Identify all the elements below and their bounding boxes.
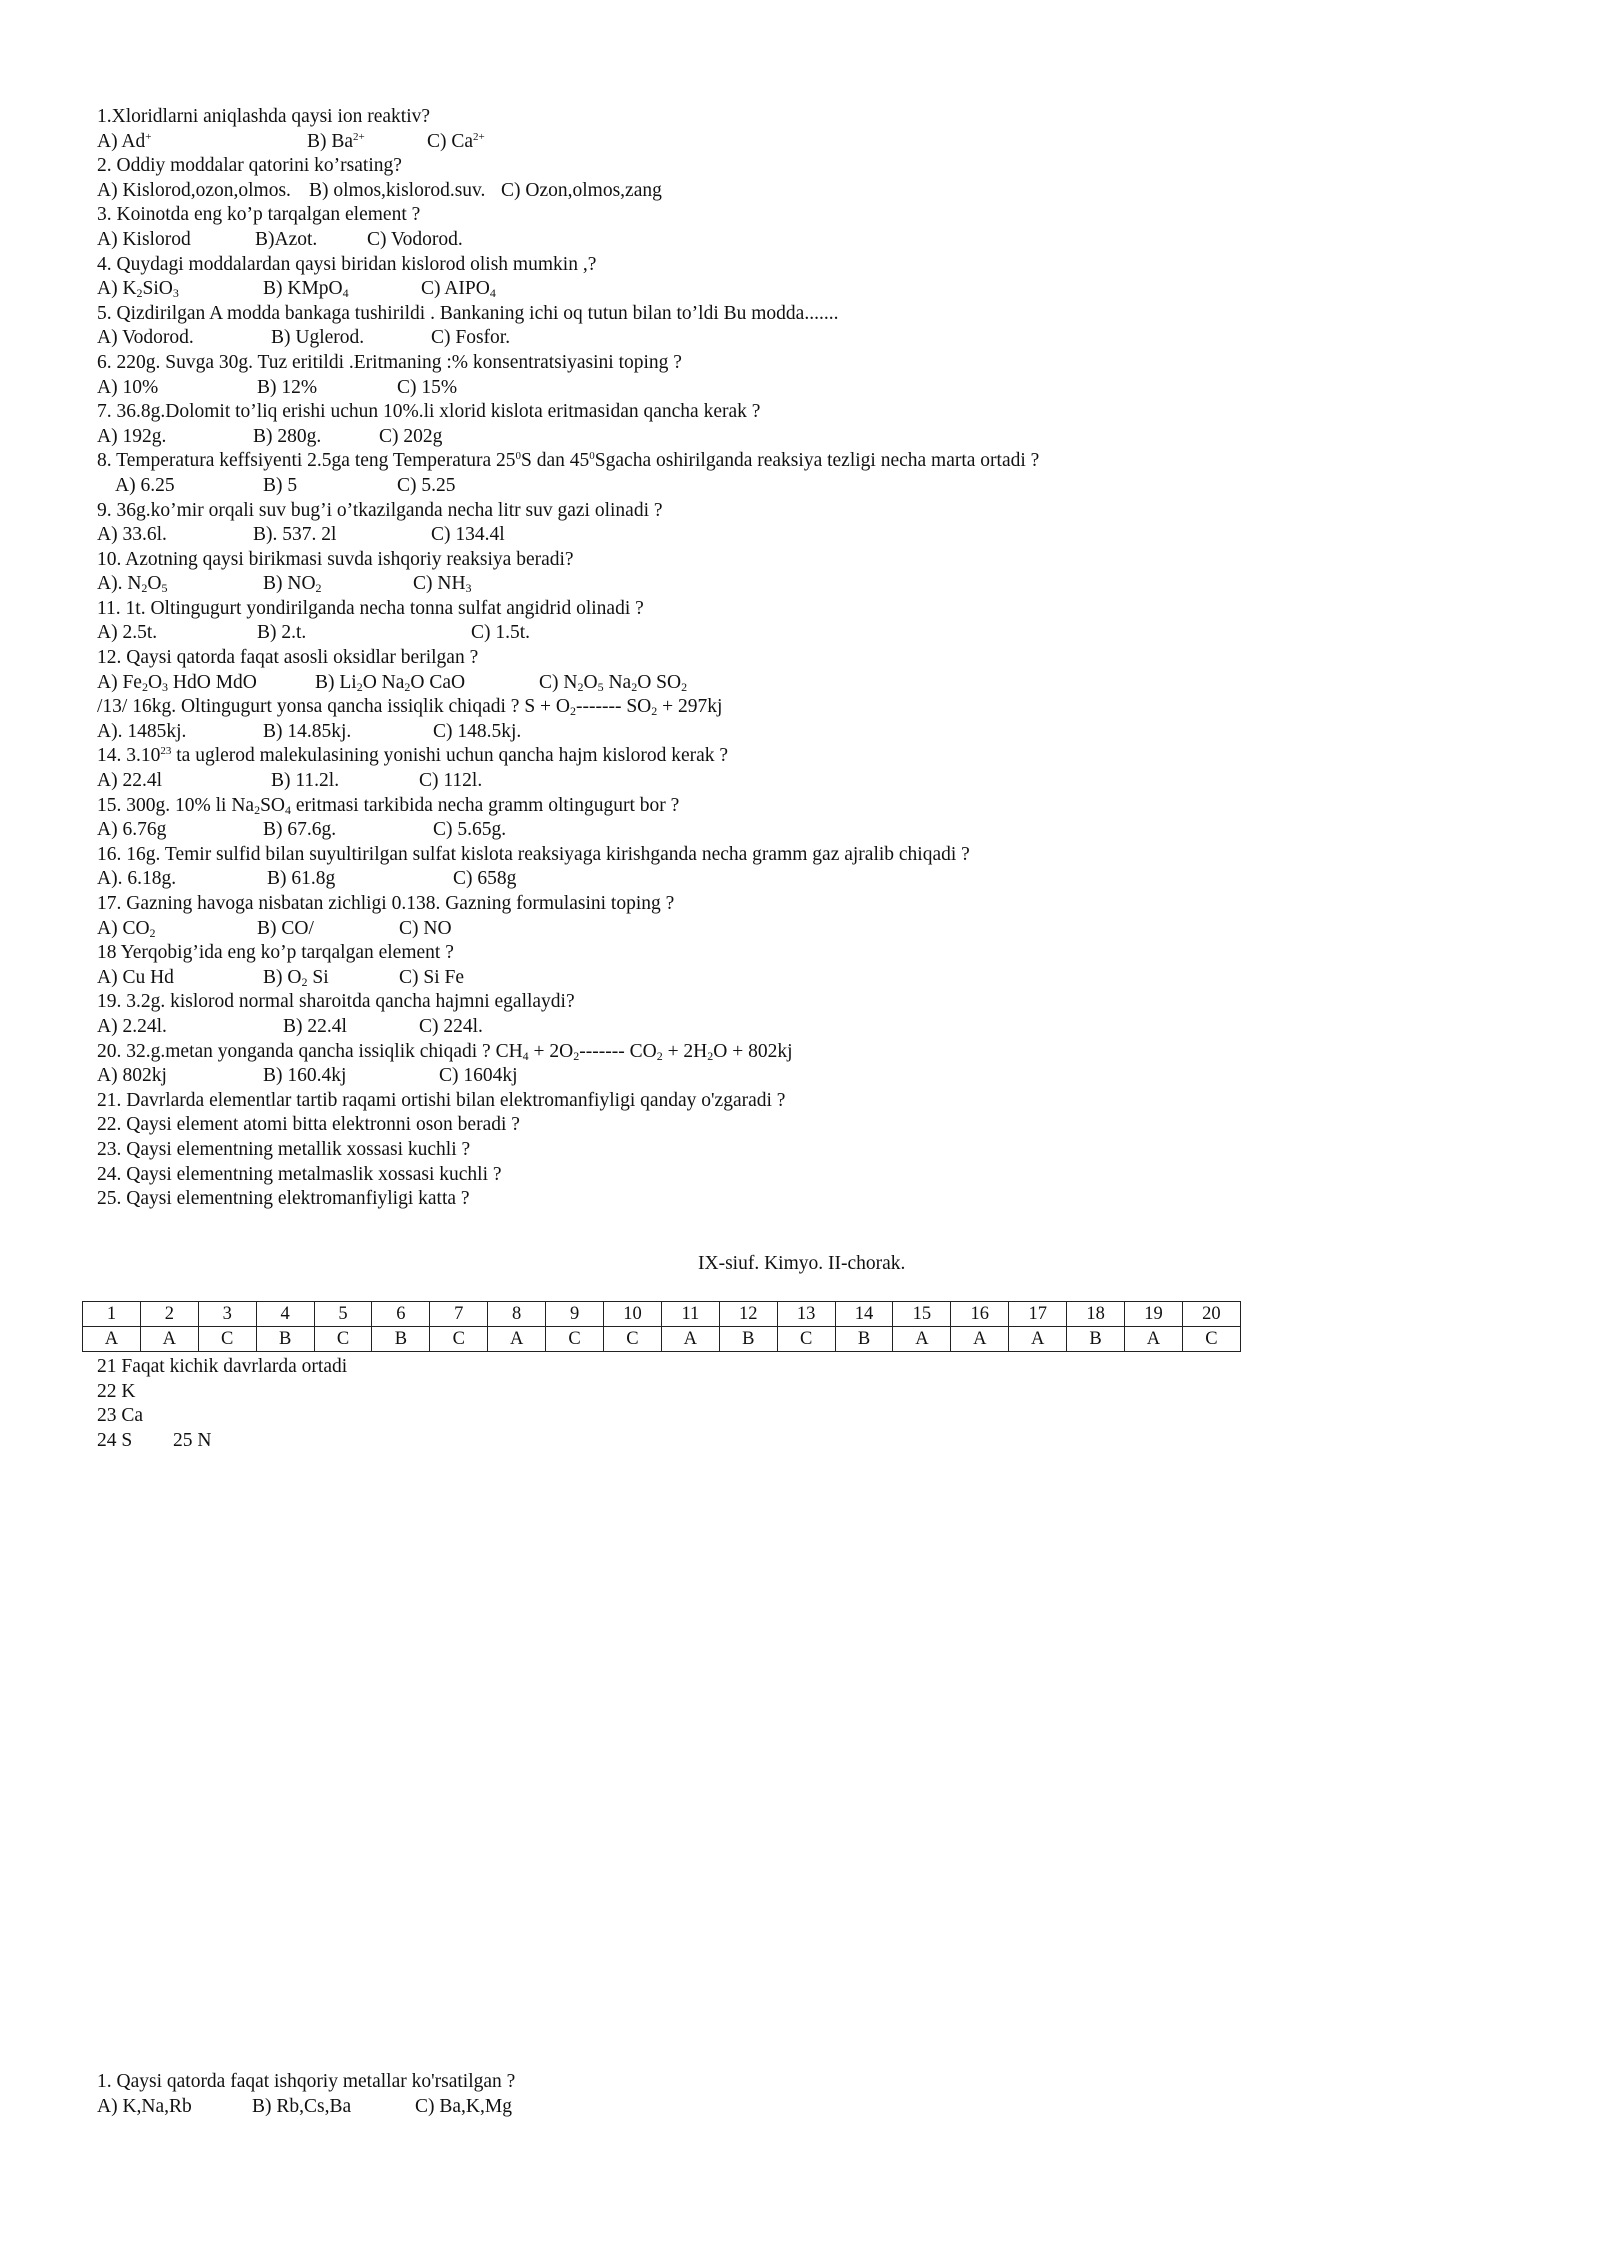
answer-key-number-cell: 2 — [140, 1302, 198, 1327]
question-text — [97, 744, 1457, 769]
answer-options — [97, 818, 1457, 843]
question-text — [97, 400, 1457, 425]
answer-options — [97, 326, 1457, 351]
question-text — [97, 548, 1457, 573]
answer-options — [97, 474, 1457, 499]
answer-key-answer-cell: B — [835, 1327, 893, 1352]
answer-key-answer-cell: C — [604, 1327, 662, 1352]
question-text — [97, 941, 1457, 966]
answer-key-number-cell: 4 — [256, 1302, 314, 1327]
question-7-option-a: A) 192g. — [97, 425, 167, 447]
answer-key-number-cell: 16 — [951, 1302, 1009, 1327]
answer-key-table — [82, 1301, 1241, 1352]
question-17-option-a: A) $CO_2$ — [97, 917, 156, 940]
question-text — [97, 302, 1457, 327]
question-14-text: 14. 3.10$^{23}$ ta uglerod malekulasining yonishi uchun qancha hajm kislorod kerak ? — [97, 745, 729, 767]
answer-options — [97, 376, 1457, 401]
question-text — [97, 203, 1457, 228]
question-17-text: 17. Gazning havoga nisbatan zichligi 0.138. Gazning formulasini toping ? — [97, 893, 675, 914]
answer-key-number-cell: 14 — [835, 1302, 893, 1327]
answer-key-answer-cell: C — [314, 1327, 372, 1352]
question-2-option-c: C) Ozon,olmos,zang — [501, 179, 662, 201]
question-20-option-b: B) 160.4kj — [263, 1065, 347, 1087]
question-text — [97, 990, 1457, 1015]
answer-options — [97, 867, 1457, 892]
question-8-option-a: A) 6.25 — [115, 474, 175, 496]
answer-key-answer-cell: B — [1067, 1327, 1125, 1352]
question-16-option-a: A). 6.18g. — [97, 868, 177, 890]
answer-key-answer-cell: A — [140, 1327, 198, 1352]
answer-key-answer-cell: A — [951, 1327, 1009, 1352]
question-14-option-a: A) 22.4l — [97, 770, 162, 792]
question-15-text: 15. 300g. 10% li $Na_2SO_4$ eritmasi tarkibida necha gramm oltingugurt bor ? — [97, 794, 680, 817]
question-20-text: 20. 32.g.metan yonganda qancha issiqlik chiqadi ? $CH_4 + 2O_2-------$ $CO_2 + 2H_2O + 802kj$ — [97, 1040, 793, 1063]
question-16-option-c: C) 658g — [453, 868, 517, 890]
question-12-option-a: A) $Fe_2O_3$ HdO MdO — [97, 671, 257, 694]
answer-key-answer-cell: B — [256, 1327, 314, 1352]
answer-key-number-cell: 1 — [83, 1302, 141, 1327]
question-11-text: 11. 1t. Oltingugurt yondirilganda necha tonna sulfat angidrid olinadi ? — [97, 597, 644, 619]
question-11-option-a: A) 2.5t. — [97, 622, 158, 644]
answer-key-answer-cell: C — [546, 1327, 604, 1352]
question-10-option-c: C) $NH_3$ — [413, 573, 472, 596]
answer-options — [97, 425, 1457, 450]
answer-options — [97, 720, 1457, 745]
question-text — [97, 154, 1457, 179]
question-3-option-c: C) Vodorod. — [367, 228, 463, 250]
question-4-text: 4. Quydagi moddalardan qaysi biridan kislorod olish mumkin ,? — [97, 253, 597, 275]
extra-option-b: B) Rb,Cs,Ba — [252, 2095, 352, 2117]
answer-key-answer-cell: C — [430, 1327, 488, 1352]
open-answer: 23 Ca — [97, 1405, 144, 1427]
question-3-option-b: B)Azot. — [255, 228, 318, 250]
question-15-option-c: C) 5.65g. — [433, 819, 507, 841]
question-2-option-b: B) olmos,kislorod.suv. — [309, 179, 486, 201]
answer-key-number-cell: 17 — [1009, 1302, 1067, 1327]
open-question — [97, 1089, 1457, 1114]
question-6-option-a: A) 10% — [97, 376, 159, 398]
answer-options — [97, 179, 1457, 204]
question-7-text: 7. 36.8g.Dolomit to’liq erishi uchun 10%.li xlorid kislota eritmasidan qancha kerak ? — [97, 401, 761, 423]
question-20-option-a: A) 802kj — [97, 1065, 167, 1087]
answer-options — [97, 917, 1457, 942]
answer-key-number-cell: 18 — [1067, 1302, 1125, 1327]
question-12-text: 12. Qaysi qatorda faqat asosli oksidlar berilgan ? — [97, 647, 479, 669]
answer-key-number-cell: 9 — [546, 1302, 604, 1327]
open-question-22-text: 22. Qaysi element atomi bitta elektronni oson beradi ? — [97, 1114, 520, 1136]
question-5-option-c: C) Fosfor. — [431, 327, 511, 349]
answer-key-number-cell: 19 — [1125, 1302, 1183, 1327]
question-8-text: 8. Temperatura keffsiyenti 2.5ga teng Temperatura $25^0S$ dan $45^0Sgacha$ oshirilganda reaksiya tezligi necha marta ortadi ? — [97, 450, 1040, 472]
question-text — [97, 1040, 1457, 1065]
answer-key-answer-cell: A — [1125, 1327, 1183, 1352]
answer-options — [97, 966, 1457, 991]
open-answer: 22 K — [97, 1380, 136, 1402]
question-7-option-c: C) 202g — [379, 425, 443, 447]
answer-key-number-cell: 6 — [372, 1302, 430, 1327]
extra-question-text: 1. Qaysi qatorda faqat ishqoriy metallar ko'rsatilgan ? — [97, 2071, 516, 2092]
question-1-option-b: B) $Ba^{2+}$ — [307, 130, 365, 152]
answer-key-number-cell: 5 — [314, 1302, 372, 1327]
open-answer: 25 N — [173, 1429, 212, 1451]
question-18-option-c: C) Si Fe — [399, 966, 465, 988]
answer-key-number-cell: 10 — [604, 1302, 662, 1327]
question-text — [97, 597, 1457, 622]
answer-key-number-cell: 11 — [661, 1302, 719, 1327]
open-answer: 21 Faqat kichik davrlarda ortadi — [97, 1356, 348, 1377]
question-text — [97, 646, 1457, 671]
question-10-option-b: B) $NO_2$ — [263, 573, 322, 596]
question-text — [97, 499, 1457, 524]
extra-option-c: C) Ba,K,Mg — [415, 2095, 512, 2117]
answer-key-number-cell: 7 — [430, 1302, 488, 1327]
question-6-option-b: B) 12% — [257, 376, 318, 398]
question-2-option-a: A) Kislorod,ozon,olmos. — [97, 179, 291, 201]
question-15-option-b: B) 67.6g. — [263, 819, 337, 841]
open-question-24-text: 24. Qaysi elementning metalmaslik xossasi kuchli ? — [97, 1163, 502, 1185]
answer-key-number-cell: 13 — [777, 1302, 835, 1327]
answer-key-answer-cell: C — [1182, 1327, 1240, 1352]
question-17-option-b: B) CO/ — [257, 917, 314, 939]
question-11-option-b: B) 2.t. — [257, 622, 307, 644]
open-answer: 24 S — [97, 1429, 133, 1451]
question-2-text: 2. Oddiy moddalar qatorini ko’rsating? — [97, 155, 402, 177]
section-heading: IX-siuf. Kimyo. II-chorak. — [698, 1253, 906, 1274]
answer-key-number-cell: 8 — [488, 1302, 546, 1327]
open-question-21-text: 21. Davrlarda elementlar tartib raqami ortishi bilan elektromanfiyligi qanday o'zgaradi ? — [97, 1089, 786, 1111]
question-3-option-a: A) Kislorod — [97, 228, 191, 250]
question-13-option-a: A). 1485kj. — [97, 720, 187, 742]
question-text — [97, 695, 1457, 720]
answer-options — [97, 671, 1457, 696]
question-13-option-b: B) 14.85kj. — [263, 720, 352, 742]
question-10-text: 10. Azotning qaysi birikmasi suvda ishqoriy reaksiya beradi? — [97, 548, 574, 570]
question-list — [97, 105, 1457, 1212]
question-text — [97, 449, 1457, 474]
question-12-option-b: B) $Li_2O$ $Na_2O$ CaO — [315, 671, 466, 694]
answer-key-answer-cell: B — [719, 1327, 777, 1352]
open-question — [97, 1187, 1457, 1212]
question-4-option-b: B) KMpO$_4$ — [263, 278, 349, 301]
question-8-option-c: C) 5.25 — [397, 474, 456, 496]
answer-key-answer-cell: A — [83, 1327, 141, 1352]
answer-key-answer-cell: A — [1009, 1327, 1067, 1352]
question-text — [97, 843, 1457, 868]
answer-options — [97, 769, 1457, 794]
question-9-option-b: B). 537. 2l — [253, 524, 337, 546]
answer-options — [97, 1064, 1457, 1089]
question-text — [97, 794, 1457, 819]
answer-key-number-cell: 12 — [719, 1302, 777, 1327]
question-16-text: 16. 16g. Temir sulfid bilan suyultirilgan sulfat kislota reaksiyaga kirishganda necha gramm gaz ajralib chiqadi ? — [97, 843, 970, 865]
answer-key-numbers-row — [83, 1302, 1241, 1327]
question-12-option-c: C) $N_2O_5$ $Na_2O$ $SO_2$ — [539, 671, 688, 694]
answer-key-number-cell: 3 — [198, 1302, 256, 1327]
open-question — [97, 1138, 1457, 1163]
question-13-text: /13/ 16kg. Oltingugurt yonsa qancha issiqlik chiqadi ? $S + O_2-------$ $SO_2 + 297kj$ — [97, 696, 723, 719]
open-question — [97, 1113, 1457, 1138]
question-18-option-a: A) Cu Hd — [97, 966, 174, 988]
answer-key-number-cell: 20 — [1182, 1302, 1240, 1327]
extra-option-a: A) K,Na,Rb — [97, 2095, 192, 2117]
answer-options — [97, 523, 1457, 548]
answer-options — [97, 228, 1457, 253]
answer-options — [97, 130, 1457, 155]
answer-key-answer-cell: B — [372, 1327, 430, 1352]
open-question-25-text: 25. Qaysi elementning elektromanfiyligi katta ? — [97, 1188, 470, 1210]
question-1-text: 1.Xloridlarni aniqlashda qaysi ion reaktiv? — [97, 106, 431, 127]
question-19-option-b: B) 22.4l — [283, 1015, 347, 1037]
question-14-option-b: B) 11.2l. — [271, 770, 340, 792]
open-question — [97, 1163, 1457, 1188]
question-11-option-c: C) 1.5t. — [471, 622, 531, 644]
question-17-option-c: C) NO — [399, 917, 452, 939]
answer-key-answer-cell: A — [661, 1327, 719, 1352]
question-5-text: 5. Qizdirilgan A modda bankaga tushirildi . Bankaning ichi oq tutun bilan to’ldi Bu modda....... — [97, 302, 839, 324]
answer-key-answer-cell: C — [198, 1327, 256, 1352]
question-20-option-c: C) 1604kj — [439, 1065, 518, 1087]
answer-key-answer-cell: C — [777, 1327, 835, 1352]
question-10-option-a: A). $N_2O_5$ — [97, 573, 168, 596]
question-4-option-c: C) $AIPO_4$ — [421, 278, 496, 301]
question-6-option-c: C) 15% — [397, 376, 458, 398]
question-8-option-b: B) 5 — [263, 474, 298, 496]
answer-options — [97, 1015, 1457, 1040]
question-3-text: 3. Koinotda eng ko’p tarqalgan element ? — [97, 204, 421, 226]
question-text — [97, 105, 1457, 130]
question-4-option-a: A) $K_2SiO_3$ — [97, 278, 179, 301]
answer-options — [97, 621, 1457, 646]
question-15-option-a: A) 6.76g — [97, 819, 167, 841]
answer-key-answer-cell: A — [488, 1327, 546, 1352]
open-question-23-text: 23. Qaysi elementning metallik xossasi kuchli ? — [97, 1138, 471, 1160]
question-19-option-a: A) 2.24l. — [97, 1015, 167, 1037]
question-5-option-b: B) Uglerod. — [271, 327, 365, 349]
question-text — [97, 892, 1457, 917]
question-text — [97, 253, 1457, 278]
question-18-text: 18 Yerqobig’ida eng ko’p tarqalgan element ? — [97, 942, 454, 964]
question-text — [97, 351, 1457, 376]
question-9-option-a: A) 33.6l. — [97, 524, 167, 546]
answer-options — [97, 277, 1457, 302]
question-1-option-a: A) Ad+ — [97, 130, 152, 152]
question-19-option-c: C) 224l. — [419, 1015, 483, 1037]
question-13-option-c: C) 148.5kj. — [433, 720, 522, 742]
question-1-option-c: C) $Ca^{2+}$ — [427, 130, 485, 152]
answer-key-answer-cell: A — [893, 1327, 951, 1352]
question-18-option-b: B) $O_2$ Si — [263, 966, 329, 989]
answer-options — [97, 572, 1457, 597]
question-5-option-a: A) Vodorod. — [97, 327, 194, 349]
answer-key-answers-row — [83, 1327, 1241, 1352]
question-7-option-b: B) 280g. — [253, 425, 322, 447]
answer-key-number-cell: 15 — [893, 1302, 951, 1327]
question-6-text: 6. 220g. Suvga 30g. Tuz eritildi .Eritmaning :% konsentratsiyasini toping ? — [97, 351, 682, 373]
question-16-option-b: B) 61.8g — [267, 868, 336, 890]
question-14-option-c: C) 112l. — [419, 770, 483, 792]
question-9-option-c: C) 134.4l — [431, 524, 505, 546]
question-19-text: 19. 3.2g. kislorod normal sharoitda qancha hajmni egallaydi? — [97, 991, 575, 1013]
question-9-text: 9. 36g.ko’mir orqali suv bug’i o’tkazilganda necha litr suv gazi olinadi ? — [97, 499, 663, 521]
